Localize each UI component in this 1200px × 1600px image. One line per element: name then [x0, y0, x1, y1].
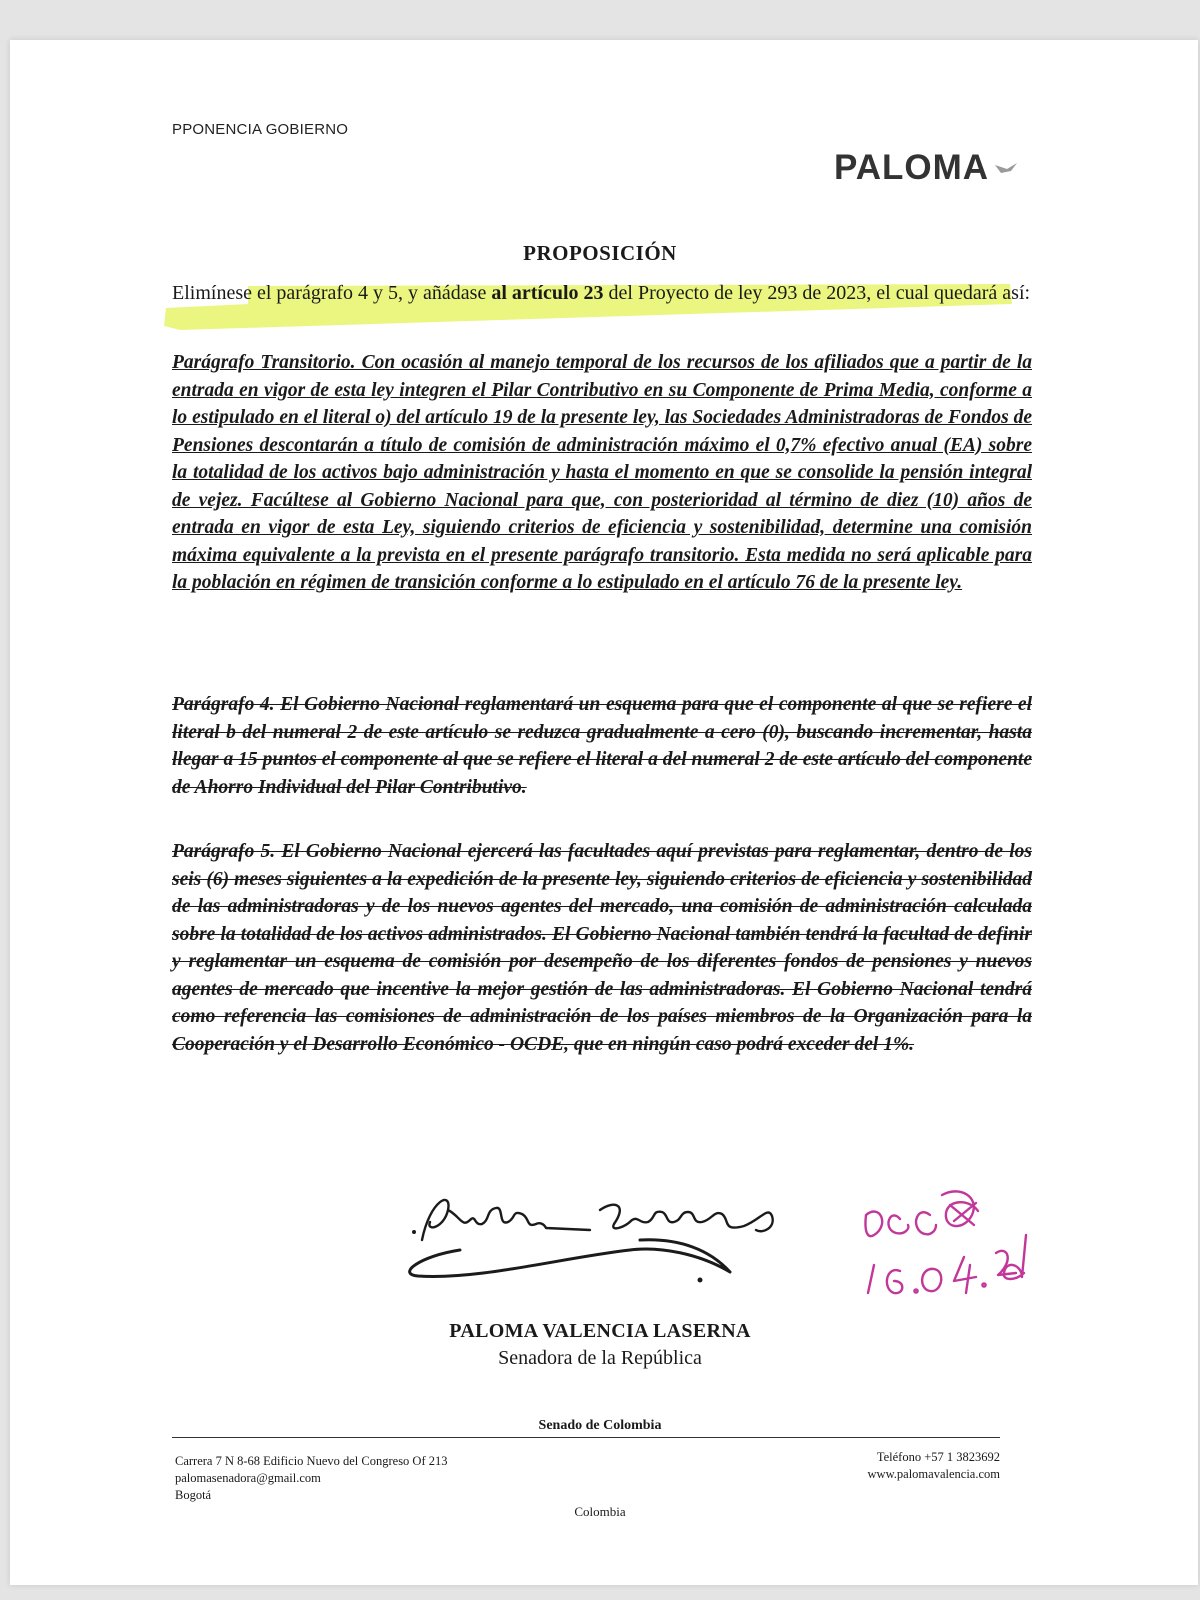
paloma-logo — [834, 148, 1019, 188]
footer-divider — [172, 1437, 1000, 1438]
handwritten-date-stamp — [860, 1185, 1040, 1315]
logo-text: PALOMA — [834, 148, 990, 187]
footer-country: Colombia — [574, 1504, 626, 1519]
footer-email: palomasenadora@gmail.com — [175, 1471, 321, 1485]
footer-contact-left — [175, 1453, 448, 1504]
handwritten-signature — [400, 1180, 800, 1290]
footer-website: www.palomavalencia.com — [867, 1467, 1000, 1481]
intro-text — [172, 280, 1032, 306]
document-tag: PPONENCIA GOBIERNO — [172, 121, 349, 138]
footer-contact-right — [868, 1449, 1000, 1483]
signer-name: PALOMA VALENCIA LASERNA — [449, 1320, 751, 1342]
dove-icon — [993, 157, 1019, 179]
paragraph-5-struck: Parágrafo 5. El Gobierno Nacional ejercerá las facultades aquí previstas para reglamentar, dentro de los seis (6) meses siguientes a la expedición de la presente ley, siguiendo criterios de eficiencia y sostenibilidad de las administradoras y de los nuevos agentes del mercado, una comisión de administración calculada sobre la totalidad de los activos administrados. El Gobierno Nacional también tendrá la facultad de definir y reglamentar un esquema de comisión por desempeño de los diferentes fondos de pensiones y nuevos agentes de mercado que incentive la mejor gestión de las administradoras. El Gobierno Nacional tendrá como referencia las comisiones de administración de los países miembros de la Organización para la Cooperación y el Desarrollo Económico - OCDE, que en ningún caso podrá exceder del 1%. — [172, 841, 1032, 1055]
footer-city: Bogotá — [175, 1488, 212, 1502]
footer-organization: Senado de Colombia — [538, 1418, 662, 1433]
footer-phone: Teléfono +57 1 3823692 — [876, 1450, 1000, 1464]
intro-part1: Elimínese el parágrafo 4 y 5, y añádase — [172, 282, 492, 304]
intro-article: al artículo 23 — [491, 282, 604, 304]
paragraph-4-struck: Parágrafo 4. El Gobierno Nacional reglamentará un esquema para que el componente al que se refiere el literal b del numeral 2 de este artículo se reduzca gradualmente a cero (0), buscando incrementar, hasta llegar a 15 puntos el componente al que se refiere el literal a del numeral 2 de este artículo del componente de Ahorro Individual del Pilar Contributivo. — [172, 694, 1032, 798]
intro-part2: del Proyecto de ley 293 de 2023, el cual quedará así: — [603, 282, 1031, 304]
footer-address: Carrera 7 N 8-68 Edificio Nuevo del Congreso Of 213 — [175, 1454, 448, 1468]
paragraph-transitorio: Parágrafo Transitorio. Con ocasión al manejo temporal de los recursos de los afiliados que a partir de la entrada en vigor de esta ley integren el Pilar Contributivo en su Componente de Prima Media, conforme a lo estipulado en el literal o) del artículo 19 de la presente ley, las Sociedades Administradoras de Fondos de Pensiones descontarán a título de comisión de administración máximo el 0,7% efectivo anual (EA) sobre la totalidad de los activos bajo administración y hasta el momento en que se consolide la pensión integral de vejez. Facúltese al Gobierno Nacional para que, con posterioridad al término de diez (10) años de entrada en vigor de esta Ley, siguiendo criterios de eficiencia y sostenibilidad, determine una comisión máxima equivalente a la prevista en el presente parágrafo transitorio. Esta medida no será aplicable para la población en régimen de transición conforme a lo estipulado en el artículo 76 de la presente ley. — [172, 352, 1032, 593]
signer-role: Senadora de la República — [498, 1347, 702, 1369]
document-heading: PROPOSICIÓN — [523, 241, 677, 265]
